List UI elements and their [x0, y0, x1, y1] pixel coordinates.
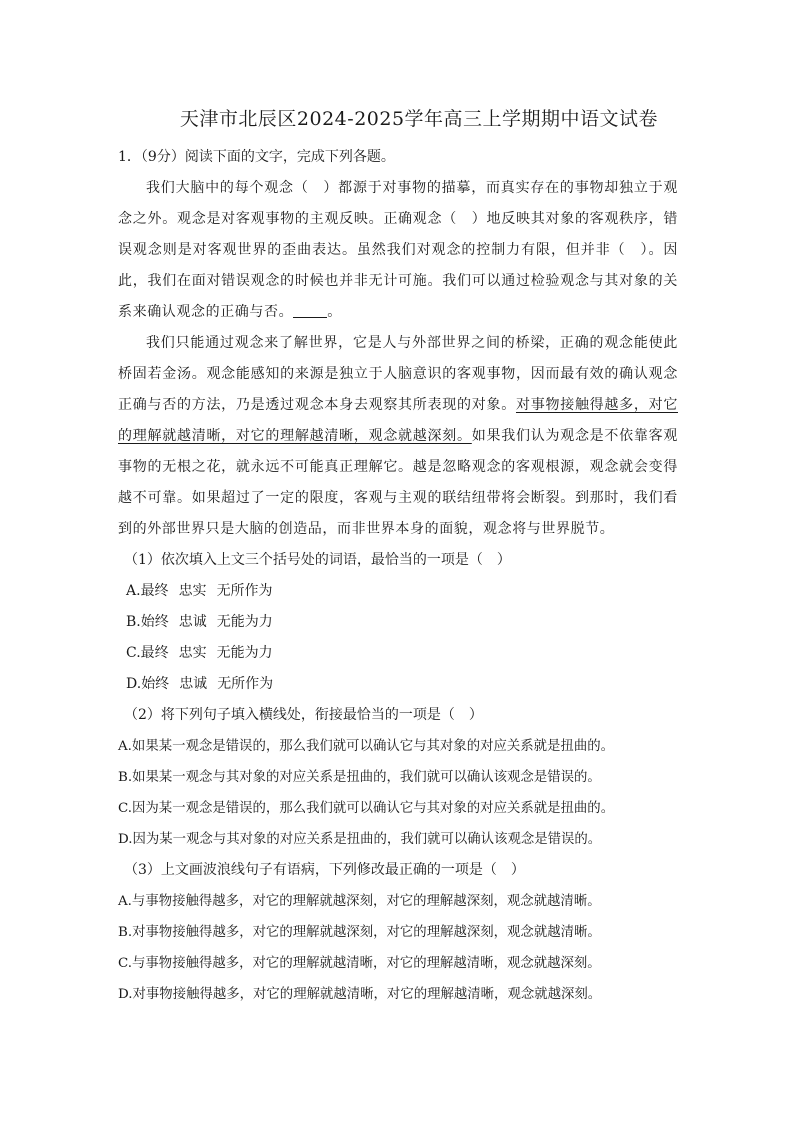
sub2-option-c[interactable]: C.因为某一观念是错误的，那么我们就可以确认它与其对象的对应关系就是扭曲的。	[118, 801, 615, 816]
sub1-option-b[interactable]: B.始终 忠诚 无能为力	[126, 614, 273, 630]
passage-text: 如果我们认为观念是不依靠客观事物的无根之花，就永远不可能真正理解它。越是忽略观念的客观根源，观念就会变得越不可靠。如果超过了一定的限度，客观与主观的联结纽带将会断裂。到那时，我们看到的外部世界只是大脑的创造品，而非世界本身的面貌，观念将与世界脱节。	[118, 428, 678, 537]
sub1-option-d[interactable]: D.始终 忠诚 无所作为	[126, 676, 274, 692]
passage-paragraph-1	[118, 173, 678, 328]
passage-text: 。	[327, 304, 342, 320]
question-1	[118, 142, 678, 1010]
sub2-option-b[interactable]: B.如果某一观念与其对象的对应关系是扭曲的，我们就可以确认该观念是错误的。	[118, 770, 601, 785]
passage-paragraph-2	[118, 328, 678, 545]
sub3-option-a[interactable]: A.与事物接触得越多，对它的理解就越深刻，对它的理解越深刻，观念就越清晰。	[118, 894, 601, 909]
wavy-underlined-sentence: 对事物接触得越多，对它的理解就越清晰，对它的理解越清晰，观念就越深刻。	[118, 397, 678, 444]
page-title: 天津市北辰区2024-2025学年高三上学期期中语文试卷	[179, 108, 659, 130]
sub3-option-c[interactable]: C.与事物接触得越多，对它的理解就越清晰，对它的理解越清晰，观念就越深刻。	[118, 956, 601, 971]
passage-text: 我们大脑中的每个观念（ ）都源于对事物的描摹，而真实存在的事物却独立于观念之外。观念是对客观事物的主观反映。正确观念（ ）地反映其对象的客观秩序，错误观念则是对客观世界的歪曲表达。虽然我们对观念的控制力有限，但并非（ ）。因此，我们在面对错误观念的时候也并非无计可施。我们可以通过检验观念与其对象的关系来确认观念的正确与否。	[118, 180, 678, 320]
sub3-option-b[interactable]: B.对事物接触得越多，对它的理解就越深刻，对它的理解越深刻，观念就越清晰。	[118, 925, 601, 940]
question-header: 1．（9分）阅读下面的文字，完成下列各题。	[118, 149, 395, 165]
sub-question-3-prompt: （3）上文画波浪线句子有语病，下列修改最正确的一项是（ ）	[124, 862, 525, 878]
sub-question-1-prompt: （1）依次填入上文三个括号处的词语，最恰当的一项是（ ）	[124, 552, 511, 568]
sub-question-2-prompt: （2）将下列句子填入横线处，衔接最恰当的一项是（ ）	[124, 707, 483, 723]
sub1-option-a[interactable]: A.最终 忠实 无所作为	[126, 583, 273, 599]
sub1-option-c[interactable]: C.最终 忠实 无能为力	[126, 645, 273, 661]
sub2-option-a[interactable]: A.如果某一观念是错误的，那么我们就可以确认它与其对象的对应关系就是扭曲的。	[118, 739, 614, 754]
passage-text: 我们只能通过观念来了解世界，它是人与外部世界之间的桥梁，正确的观念能使此桥固若金汤。观念能感知的来源是独立于人脑意识的客观事物，因而最有效的确认观念正确与否的方法，乃是透过观念本身去观察其所表现的对象。	[118, 335, 678, 413]
sub3-option-d[interactable]: D.对事物接触得越多，对它的理解就越清晰，对它的理解越清晰，观念就越深刻。	[118, 987, 602, 1002]
sub2-option-d[interactable]: D.因为某一观念与其对象的对应关系是扭曲的，我们就可以确认该观念是错误的。	[118, 832, 602, 847]
fill-in-blank-line	[293, 302, 327, 318]
